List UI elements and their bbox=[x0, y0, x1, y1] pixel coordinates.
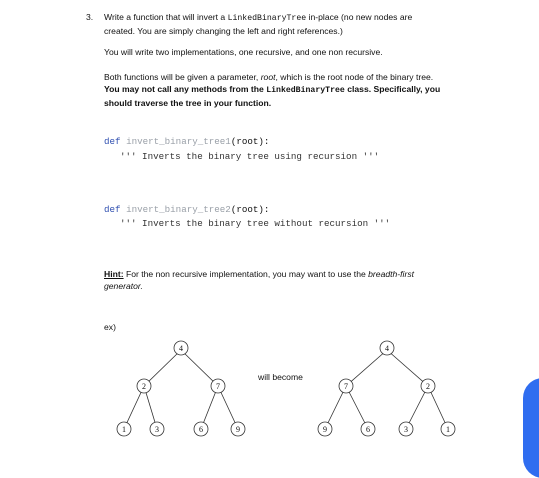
docstring-iterative: ''' Inverts the binary tree without recursion ''' bbox=[120, 218, 391, 229]
node-label: 6 bbox=[199, 425, 203, 434]
hint-paragraph: Hint: For the non recursive implementation, you may want to use the breadth-first generator. bbox=[104, 269, 415, 291]
code-block-recursive: def invert_binary_tree1(root): bbox=[104, 136, 270, 147]
node-label: 2 bbox=[426, 382, 430, 391]
node-label: 4 bbox=[385, 344, 389, 353]
node-label: 3 bbox=[155, 425, 159, 434]
docstring-recursive: ''' Inverts the binary tree using recursion ''' bbox=[120, 151, 380, 162]
implementation-note: You will write two implementations, one recursive, and one non recursive. bbox=[104, 47, 383, 57]
node-label: 9 bbox=[323, 425, 327, 434]
side-panel-tab[interactable] bbox=[523, 378, 539, 478]
node-label: 7 bbox=[216, 382, 220, 391]
node-label: 4 bbox=[179, 344, 183, 353]
transition-label: will become bbox=[258, 372, 303, 382]
node-label: 6 bbox=[366, 425, 370, 434]
code-block-iterative: def invert_binary_tree2(root): bbox=[104, 204, 270, 215]
parameter-description: Both functions will be given a parameter, root, which is the root node of the binary tree. bbox=[104, 72, 434, 82]
node-label: 1 bbox=[122, 425, 126, 434]
example-label: ex) bbox=[104, 322, 116, 332]
node-label: 3 bbox=[404, 425, 408, 434]
function-name: invert_binary_tree1 bbox=[126, 136, 231, 147]
restriction-note: You may not call any methods from the LinkedBinaryTree class. Specifically, you should traverse the tree in your function. bbox=[104, 84, 441, 108]
node-label: 7 bbox=[344, 382, 348, 391]
question-intro: Write a function that will invert a LinkedBinaryTree in-place (no new nodes are created. You are simply changing the left and right references.) bbox=[104, 12, 413, 36]
node-label: 9 bbox=[236, 425, 240, 434]
node-label: 1 bbox=[446, 425, 450, 434]
hint-label: Hint: bbox=[104, 269, 124, 279]
class-name-code: LinkedBinaryTree bbox=[227, 14, 307, 23]
root-param: root bbox=[260, 72, 276, 82]
function-name: invert_binary_tree2 bbox=[126, 204, 231, 215]
node-label: 2 bbox=[142, 382, 146, 391]
question-number: 3. bbox=[86, 12, 94, 22]
